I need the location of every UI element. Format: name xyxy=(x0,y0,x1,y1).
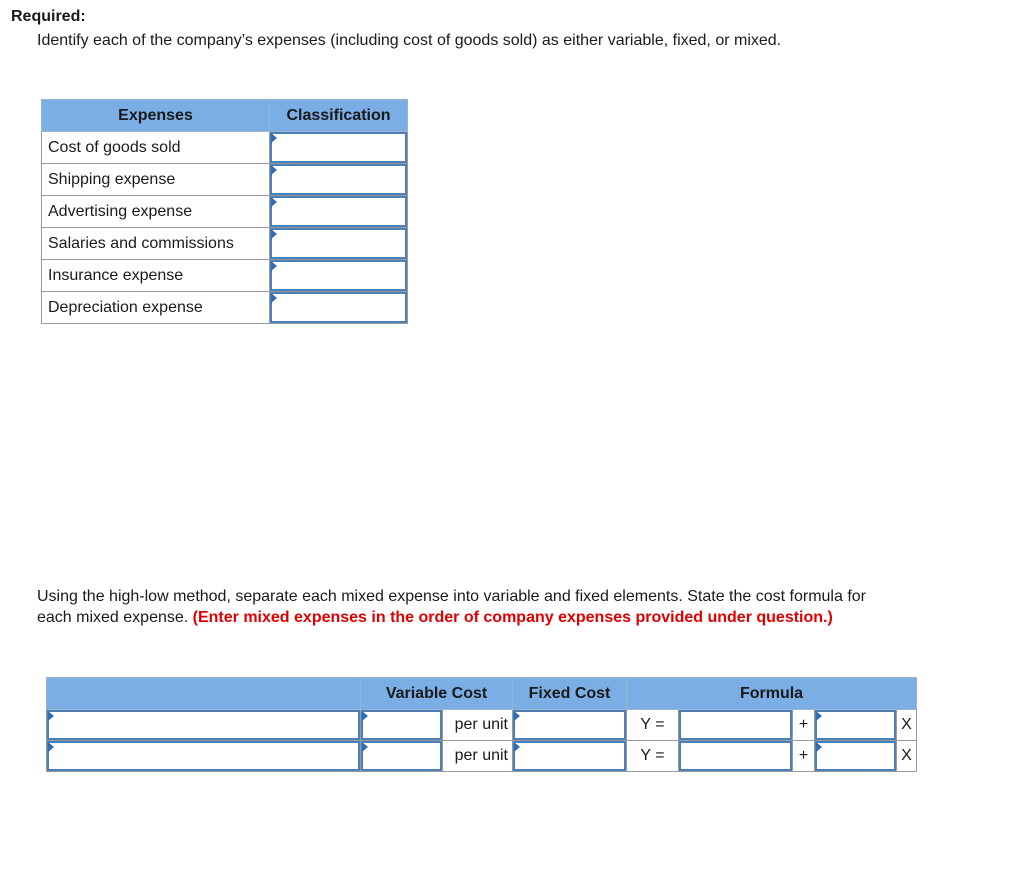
table-row xyxy=(42,292,408,324)
dropdown-marker-icon xyxy=(816,742,822,752)
classification-input-insurance-expense[interactable] xyxy=(270,260,407,291)
classification-cell xyxy=(270,132,408,164)
formula-variable-input-2[interactable] xyxy=(815,741,896,771)
classification-input-advertising-expense[interactable] xyxy=(270,196,407,227)
per-unit-label: per unit xyxy=(443,710,513,741)
table-row xyxy=(42,164,408,196)
mixed-expense-input-2[interactable] xyxy=(47,741,360,771)
formula-fixed-cell xyxy=(679,741,793,772)
dropdown-marker-icon xyxy=(816,711,822,721)
classification-table xyxy=(41,99,408,324)
expense-label: Shipping expense xyxy=(42,164,270,196)
fixed-cost-cell xyxy=(513,710,627,741)
expense-header-blank xyxy=(47,678,361,710)
question-1 xyxy=(11,30,861,51)
classification-input-cost-of-goods-sold[interactable] xyxy=(270,132,407,163)
dropdown-marker-icon xyxy=(48,742,54,752)
classification-input-shipping-expense[interactable] xyxy=(270,164,407,195)
classification-input-salaries-and-commissions[interactable] xyxy=(270,228,407,259)
y-equals-label: Y = xyxy=(627,710,679,741)
fixed-cost-cell xyxy=(513,741,627,772)
classification-cell xyxy=(270,196,408,228)
times-sign: X xyxy=(897,741,917,772)
table-row xyxy=(42,132,408,164)
cost-formula-table xyxy=(46,677,917,772)
variable-cost-header: Variable Cost xyxy=(361,678,513,710)
fixed-cost-input-1[interactable] xyxy=(513,710,626,740)
classification-input-depreciation-expense[interactable] xyxy=(270,292,407,323)
dropdown-marker-icon xyxy=(48,711,54,721)
formula-fixed-input-2[interactable] xyxy=(679,741,792,771)
classification-cell xyxy=(270,228,408,260)
variable-cost-cell xyxy=(361,741,443,772)
variable-cost-cell xyxy=(361,710,443,741)
dropdown-marker-icon xyxy=(271,293,277,303)
per-unit-label: per unit xyxy=(443,741,513,772)
dropdown-marker-icon xyxy=(514,742,520,752)
classification-cell xyxy=(270,292,408,324)
question-1-text: Identify each of the company’s expenses (including cost of goods sold) as either variable, fixed, or mixed. xyxy=(37,32,782,49)
formula-variable-cell xyxy=(815,710,897,741)
variable-cost-input-1[interactable] xyxy=(361,710,442,740)
dropdown-marker-icon xyxy=(271,133,277,143)
question-2-emphasis: (Enter mixed expenses in the order of company expenses provided under question.) xyxy=(192,609,833,626)
dropdown-marker-icon xyxy=(271,261,277,271)
table-row xyxy=(47,741,917,772)
cost-formula-header-row xyxy=(47,678,917,710)
formula-fixed-cell xyxy=(679,710,793,741)
question-2-number xyxy=(11,586,37,607)
formula-variable-cell xyxy=(815,741,897,772)
dropdown-marker-icon xyxy=(271,197,277,207)
mixed-expense-cell xyxy=(47,741,361,772)
plus-sign: + xyxy=(793,741,815,772)
expense-label: Insurance expense xyxy=(42,260,270,292)
mixed-expense-input-1[interactable] xyxy=(47,710,360,740)
dropdown-marker-icon xyxy=(271,229,277,239)
expense-label: Salaries and commissions xyxy=(42,228,270,260)
expense-label: Depreciation expense xyxy=(42,292,270,324)
fixed-cost-input-2[interactable] xyxy=(513,741,626,771)
question-2-text: Using the high-low method, separate each mixed expense into variable and fixed elements. State the cost formula for each mixed expense. xyxy=(37,588,866,626)
formula-header: Formula xyxy=(627,678,917,710)
times-sign: X xyxy=(897,710,917,741)
table-row xyxy=(42,228,408,260)
y-equals-label: Y = xyxy=(627,741,679,772)
mixed-expense-cell xyxy=(47,710,361,741)
expenses-header: Expenses xyxy=(42,100,270,132)
variable-cost-input-2[interactable] xyxy=(361,741,442,771)
required-heading: Required: xyxy=(11,8,86,25)
table-row xyxy=(42,260,408,292)
dropdown-marker-icon xyxy=(271,165,277,175)
expense-label: Advertising expense xyxy=(42,196,270,228)
formula-fixed-input-1[interactable] xyxy=(679,710,792,740)
expense-label: Cost of goods sold xyxy=(42,132,270,164)
question-1-number xyxy=(11,30,37,51)
table-row xyxy=(47,710,917,741)
classification-cell xyxy=(270,164,408,196)
classification-header: Classification xyxy=(270,100,408,132)
classification-cell xyxy=(270,260,408,292)
dropdown-marker-icon xyxy=(362,711,368,721)
plus-sign: + xyxy=(793,710,815,741)
formula-variable-input-1[interactable] xyxy=(815,710,896,740)
dropdown-marker-icon xyxy=(514,711,520,721)
question-2 xyxy=(11,586,866,628)
classification-header-row xyxy=(42,100,408,132)
dropdown-marker-icon xyxy=(362,742,368,752)
fixed-cost-header: Fixed Cost xyxy=(513,678,627,710)
table-row xyxy=(42,196,408,228)
